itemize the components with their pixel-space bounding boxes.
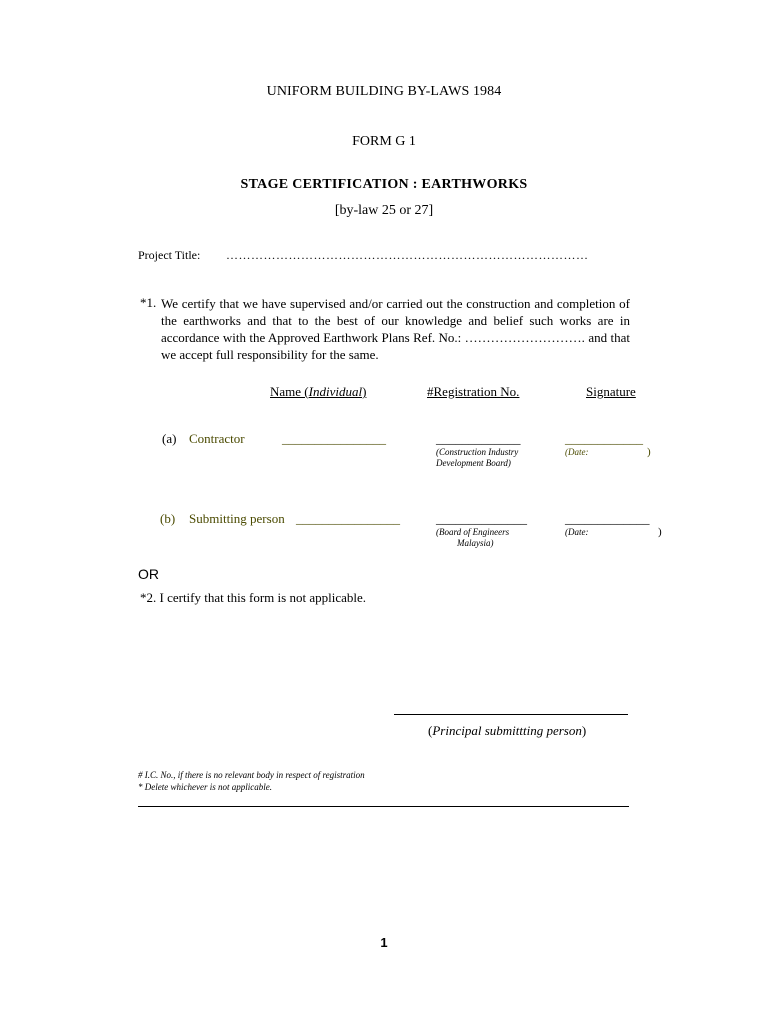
footnote-delete: * Delete whichever is not applicable. (138, 782, 272, 792)
principal-label (428, 723, 586, 739)
row-a-date-close: ) (647, 446, 651, 458)
row-b-date-label: (Date: (565, 527, 589, 537)
principal-label-open: ( (428, 723, 433, 738)
row-b-signature-field: _____________ (565, 511, 650, 526)
row-b-name-field: ________________ (296, 511, 400, 526)
document-title: UNIFORM BUILDING BY-LAWS 1984 (266, 84, 502, 99)
footer-divider (138, 806, 629, 807)
certification-2-text: *2. I certify that this form is not applicable. (140, 590, 366, 605)
column-header-name-italic: Individual (308, 384, 363, 399)
project-title-field: …………………………………………………………………………… (226, 248, 589, 262)
row-a-label: Contractor (189, 431, 245, 446)
column-header-name (270, 384, 366, 400)
column-header-name-prefix: Name ( (270, 384, 309, 399)
form-number: FORM G 1 (352, 134, 416, 149)
principal-signature-line (394, 714, 628, 715)
column-header-name-suffix: ) (362, 384, 367, 399)
column-header-signature: Signature (586, 384, 636, 399)
or-separator: OR (138, 566, 159, 582)
footnote-registration: # I.C. No., if there is no relevant body in respect of registration (138, 770, 365, 780)
row-a-registration-note-line-1: (Construction Industry (436, 447, 519, 457)
row-b-letter: (b) (160, 511, 176, 526)
column-header-registration: #Registration No. (427, 384, 520, 399)
row-b-registration-field: ______________ (436, 511, 527, 526)
project-title-label: Project Title: (138, 248, 201, 262)
row-b-label: Submitting person (189, 511, 285, 526)
row-a-registration-field: _____________ (436, 431, 521, 446)
certification-1-number: *1. (140, 295, 157, 310)
certification-1-text: We certify that we have supervised and/or carried out the construction and completion of the earthworks and that to the best of our knowledge and belief such works are in accordance with the Approved Earthwork Plans Ref. No.: ………………………. and that we accept full responsibility for the same. (161, 296, 630, 362)
row-a-date-label: (Date: (565, 447, 589, 457)
row-a-letter: (a) (162, 431, 177, 446)
row-a-signature-field: ____________ (565, 431, 643, 446)
principal-label-text: Principal submittting person (432, 723, 582, 738)
row-a-name-field: ________________ (282, 431, 386, 446)
bylaw-reference: [by-law 25 or 27] (334, 203, 434, 218)
principal-label-close: ) (581, 723, 587, 738)
row-a-registration-note (436, 447, 518, 469)
row-b-registration-note-line-1: (Board of Engineers (436, 527, 510, 537)
row-b-registration-note (436, 527, 509, 549)
row-b-date-close: ) (658, 526, 662, 538)
row-a-registration-note-line-2: Development Board) (436, 458, 511, 468)
form-subject: STAGE CERTIFICATION : EARTHWORKS (240, 177, 528, 192)
page-number: 1 (380, 935, 388, 950)
row-b-registration-note-line-2: Malaysia) (457, 538, 494, 548)
